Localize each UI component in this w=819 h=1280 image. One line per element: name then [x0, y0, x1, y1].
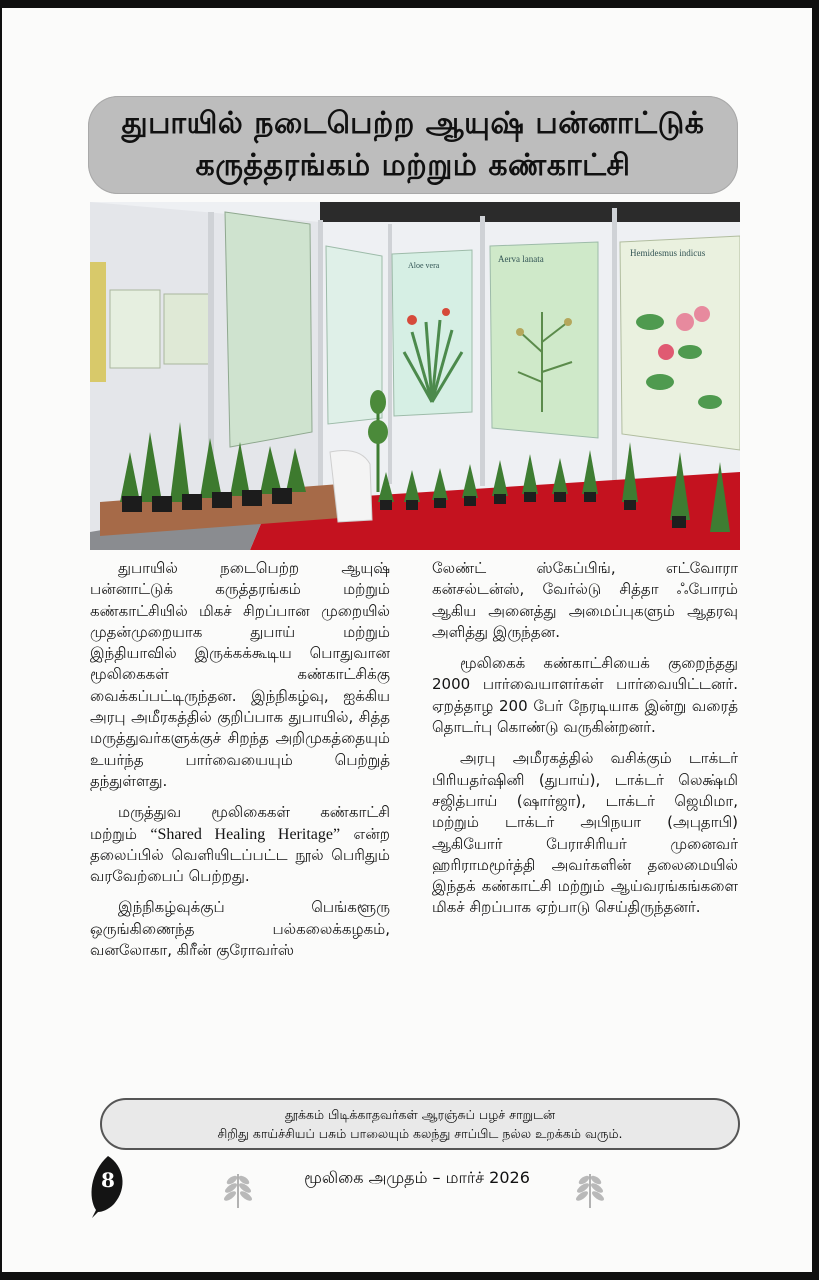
article-paragraph-2: [90, 802, 390, 887]
article-right-column: [432, 558, 738, 929]
paragraph-2-text-a: மருத்துவ மூலிகைகள் கண்காட்சி மற்றும்: [90, 803, 390, 843]
title-banner: [88, 96, 738, 194]
title-line-2: கருத்தரங்கம் மற்றும் கண்காட்சி: [195, 148, 631, 183]
right-leaf-ornament-icon: [574, 1168, 606, 1210]
poster-label-2: Aerva lanata: [498, 254, 544, 264]
page-number: 8: [101, 1168, 115, 1192]
article-paragraph-1: துபாயில் நடைபெற்ற ஆயுஷ் பன்னாட்டுக் கருத்தரங்கம் மற்றும் கண்காட்சியில் மிகச் சிறப்பான முறையில் முதன்முறையாக துபாய் மற்றும் இந்தியாவில் இருக்கக்கூடிய பொதுவான மூலிகைகள் கண்காட்சிக்கு வைக்கப்பட்டிருந்தன. இந்நிகழ்வு, ஐக்கிய அரபு அமீரகத்தில் குறிப்பாக துபாயில், சித்த மருத்துவர்களுக்குச் சிறந்த அறிமுகத்தையும் உயர்ந்த பார்வையையும் பெற்றுத் தந்துள்ளது.: [90, 559, 390, 790]
magazine-page: [2, 8, 812, 1272]
article-paragraph-3-continued: லேண்ட் ஸ்கேப்பிங், எட்வோரா கன்சல்டன்ஸ், வேர்ல்டு சித்தா ஃபோரம் ஆகிய அனைத்து அமைப்புகளும் ஆதரவு அளித்து இருந்தன.: [432, 559, 738, 641]
health-tip-line-2: சிறிது காய்ச்சியப் பசும் பாலையும் கலந்து சாப்பிட நல்ல உறக்கம் வரும்.: [217, 1126, 623, 1141]
exhibition-photo-illustration: [90, 202, 740, 550]
title-line-1: துபாயில் நடைபெற்ற ஆயுஷ் பன்னாட்டுக்: [121, 106, 705, 141]
health-tip-banner: [100, 1098, 740, 1150]
magazine-footer: மூலிகை அமுதம் – மார்ச் 2026: [304, 1168, 530, 1187]
article-paragraph-3: இந்நிகழ்வுக்குப் பெங்களூரு ஒருங்கிணைந்த பல்கலைக்கழகம், வனலோகா, கிரீன் குரோவர்ஸ்: [90, 898, 390, 960]
health-tip-line-1: தூக்கம் பிடிக்காதவர்கள் ஆரஞ்சுப் பழச் சாறுடன்: [284, 1107, 556, 1122]
article-paragraph-4: மூலிகைக் கண்காட்சியைக் குறைந்தது 2000 பார்வையாளர்கள் பார்வையிட்டனர். ஏறத்தாழ 200 பேர் நேரடியாக இன்று வரைத் தொடர்பு கொண்டு வருகின்றனர்.: [432, 654, 738, 737]
article-paragraph-5: அரபு அமீரகத்தில் வசிக்கும் டாக்டர் பிரியதர்ஷினி (துபாய்), டாக்டர் லெக்ஷ்மி சஜித்பாய் (ஷார்ஜா), டாக்டர் ஜெமிமா, மற்றும் டாக்டர் அபிநயா (அபுதாபி) ஆகியோர் பேராசிரியர் முனைவர் ஹரிராமமூர்த்தி அவர்களின் தலைமையில் இந்தக் கண்காட்சி மற்றும் ஆய்வரங்கங்களை மிகச் சிறப்பாக ஏற்பாடு செய்திருந்தனர்.: [432, 749, 738, 917]
poster-label-1: Aloe vera: [408, 261, 440, 270]
article-left-column: [90, 558, 390, 971]
book-title: “Shared Healing Heritage”: [150, 825, 341, 843]
exhibition-photo: [90, 202, 740, 550]
poster-label-3: Hemidesmus indicus: [630, 248, 706, 258]
left-leaf-ornament-icon: [222, 1168, 254, 1210]
paragraph-2-text-b: என்ற தலைப்பில் வெளியிடப்பட்ட நூல் பெரிதும் வரவேற்பைப் பெற்றது.: [90, 824, 390, 886]
